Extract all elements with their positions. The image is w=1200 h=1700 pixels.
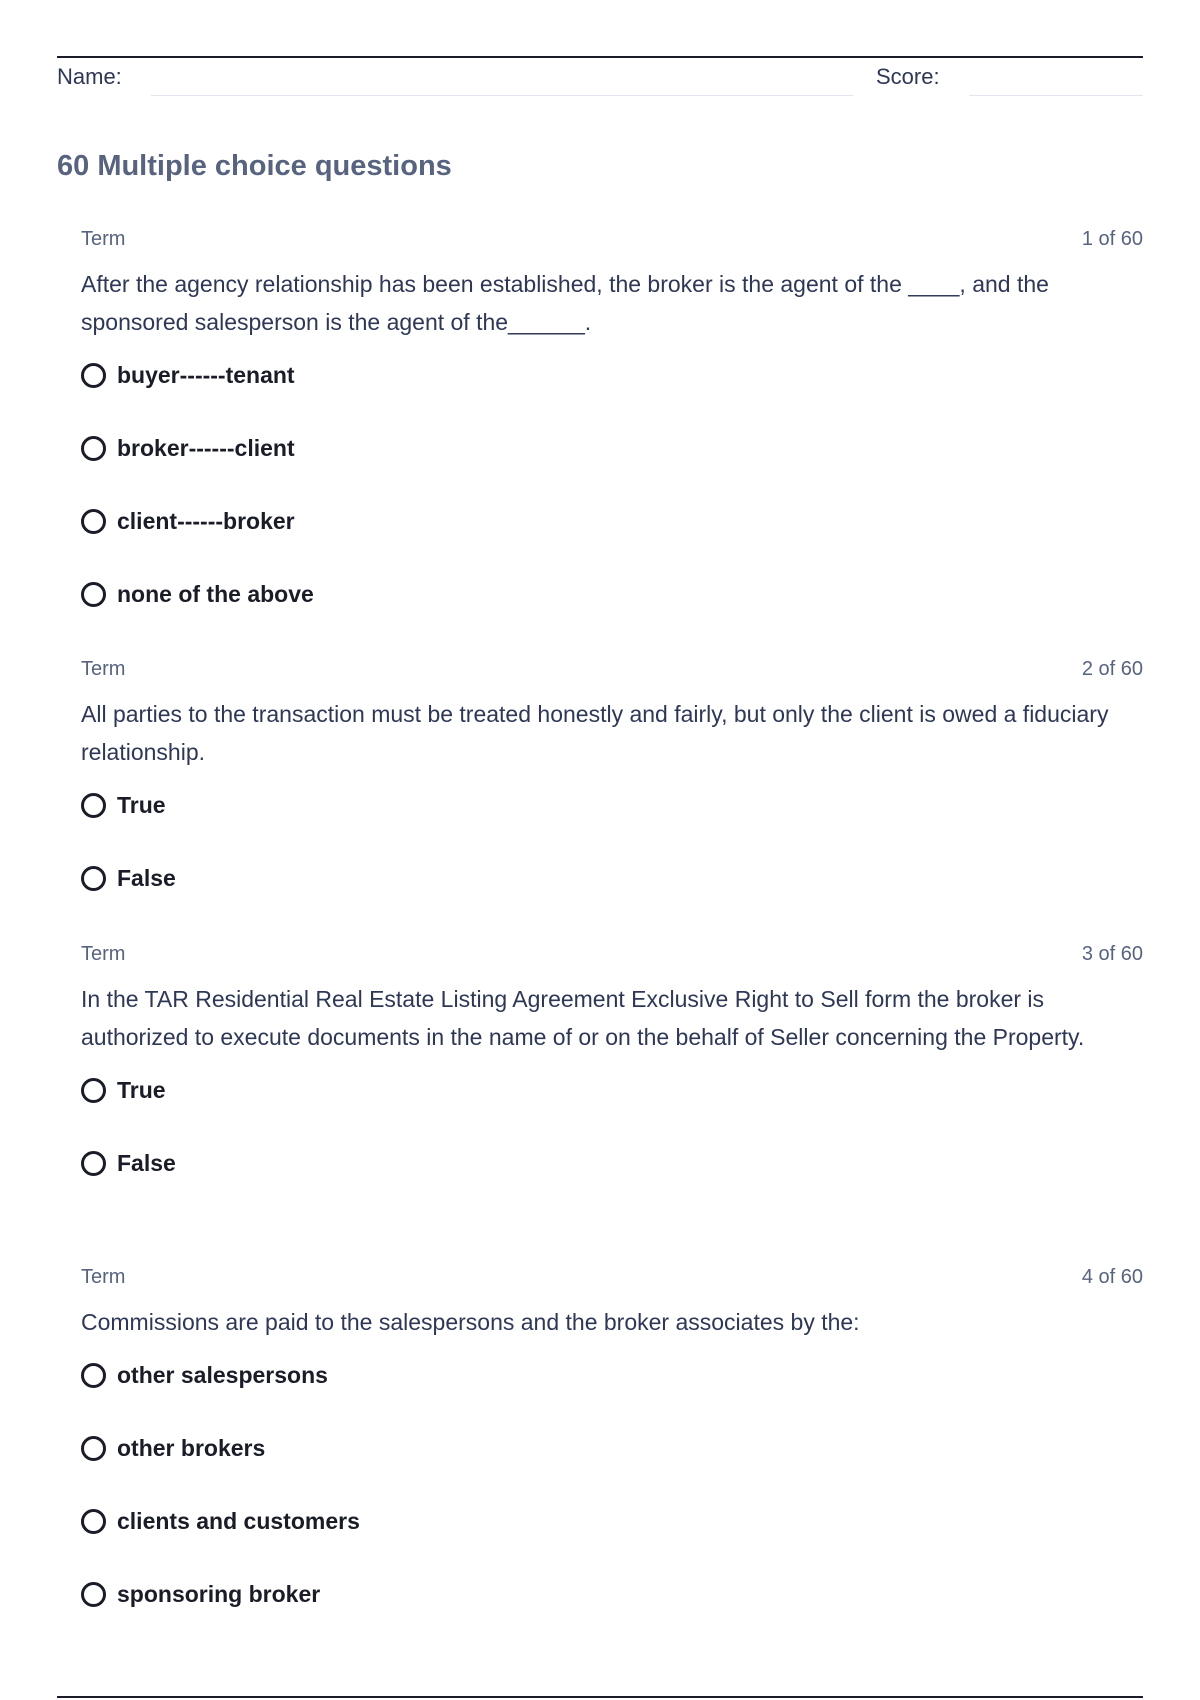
question-text: Commissions are paid to the salespersons and the broker associates by the: xyxy=(81,1309,860,1335)
radio-button[interactable] xyxy=(81,509,106,534)
radio-button[interactable] xyxy=(81,1078,106,1103)
answer-option[interactable] xyxy=(81,793,1143,866)
bottom-divider xyxy=(57,1696,1143,1698)
answer-option[interactable] xyxy=(81,1363,1143,1436)
question-term-label: Term xyxy=(81,658,126,680)
answer-label: clients and customers xyxy=(117,1508,360,1534)
radio-button[interactable] xyxy=(81,1151,106,1176)
question-1 xyxy=(81,228,1143,655)
question-counter: 2 of 60 xyxy=(1081,658,1143,680)
answer-label: False xyxy=(117,1150,176,1176)
answer-label: sponsoring broker xyxy=(117,1581,321,1607)
question-3 xyxy=(81,943,1143,1224)
answer-label: True xyxy=(117,792,166,818)
answer-option[interactable] xyxy=(81,1509,1143,1582)
answer-option[interactable] xyxy=(81,1436,1143,1509)
name-label: Name: xyxy=(57,64,122,89)
radio-button[interactable] xyxy=(81,363,106,388)
answer-option[interactable] xyxy=(81,1078,1143,1151)
question-term-label: Term xyxy=(81,228,126,250)
radio-button[interactable] xyxy=(81,793,106,818)
question-counter: 4 of 60 xyxy=(1081,1266,1143,1288)
answer-label: buyer------tenant xyxy=(117,362,295,388)
radio-button[interactable] xyxy=(81,1436,106,1461)
answer-label: other salespersons xyxy=(117,1362,328,1388)
question-counter: 3 of 60 xyxy=(1081,943,1143,965)
answer-option[interactable] xyxy=(81,1151,1143,1224)
radio-button[interactable] xyxy=(81,1582,106,1607)
answer-label: broker------client xyxy=(117,435,295,461)
score-label: Score: xyxy=(876,64,940,89)
question-text: In the TAR Residential Real Estate Listing Agreement Exclusive Right to Sell form the broker is authorized to execute documents in the name of or on the behalf of Seller concerning the Property. xyxy=(81,986,1085,1050)
answer-option[interactable] xyxy=(81,509,1143,582)
question-text: After the agency relationship has been established, the broker is the agent of the ____, and the sponsored salesperson is the agent of the______. xyxy=(81,271,1049,335)
answer-option[interactable] xyxy=(81,582,1143,655)
radio-button[interactable] xyxy=(81,1363,106,1388)
radio-button[interactable] xyxy=(81,582,106,607)
answer-option[interactable] xyxy=(81,363,1143,436)
question-counter: 1 of 60 xyxy=(1081,228,1143,250)
answer-label: False xyxy=(117,865,176,891)
top-divider xyxy=(57,56,1143,58)
name-field[interactable] xyxy=(151,95,853,96)
answer-options xyxy=(81,363,1143,655)
answer-label: True xyxy=(117,1077,166,1103)
answer-label: client------broker xyxy=(117,508,295,534)
quiz-page xyxy=(57,0,1143,1700)
section-title: 60 Multiple choice questions xyxy=(57,150,452,182)
radio-button[interactable] xyxy=(81,866,106,891)
question-4 xyxy=(81,1266,1143,1655)
answer-option[interactable] xyxy=(81,1582,1143,1655)
score-field[interactable] xyxy=(969,95,1143,96)
question-term-label: Term xyxy=(81,943,126,965)
question-text: All parties to the transaction must be treated honestly and fairly, but only the client is owed a fiduciary relationship. xyxy=(81,701,1109,765)
answer-label: none of the above xyxy=(117,581,314,607)
answer-option[interactable] xyxy=(81,436,1143,509)
answer-option[interactable] xyxy=(81,866,1143,939)
radio-button[interactable] xyxy=(81,436,106,461)
answer-options xyxy=(81,1363,1143,1655)
answer-label: other brokers xyxy=(117,1435,266,1461)
radio-button[interactable] xyxy=(81,1509,106,1534)
answer-options xyxy=(81,793,1143,939)
question-term-label: Term xyxy=(81,1266,126,1288)
question-2 xyxy=(81,658,1143,939)
answer-options xyxy=(81,1078,1143,1224)
